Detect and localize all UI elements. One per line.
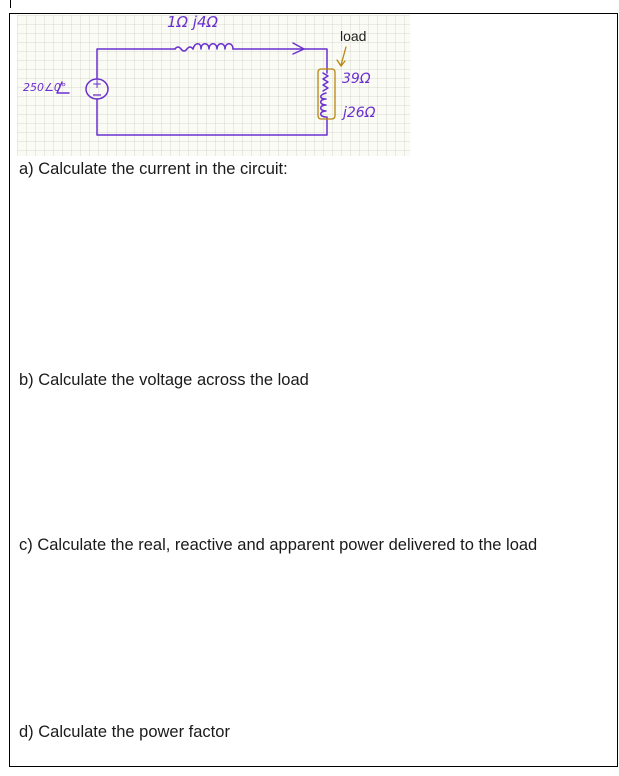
load-label: load (340, 28, 367, 44)
series-impedance-label: 1Ω j4Ω (167, 13, 218, 31)
load-reactance-label: j26Ω (343, 105, 376, 121)
question-c: c) Calculate the real, reactive and apparent power delivered to the load (19, 536, 538, 554)
source-voltage-label: 250∠0° (23, 81, 67, 94)
question-a: a) Calculate the current in the circuit: (19, 160, 288, 178)
wire-left-top (97, 49, 175, 79)
source-polarity-plus: + (92, 77, 103, 91)
load-inductor-coils (321, 93, 326, 117)
circuit-figure (17, 15, 410, 156)
question-b: b) Calculate the voltage across the load (19, 371, 309, 389)
load-resistor-zigzag (323, 73, 328, 91)
question-d: d) Calculate the power factor (19, 723, 230, 741)
wire-left-bottom (97, 99, 327, 135)
series-resistor-squiggle (175, 47, 193, 51)
series-inductor-coils (193, 44, 233, 49)
load-resistance-label: 39Ω (342, 71, 371, 87)
top-edge-mark (10, 0, 11, 8)
